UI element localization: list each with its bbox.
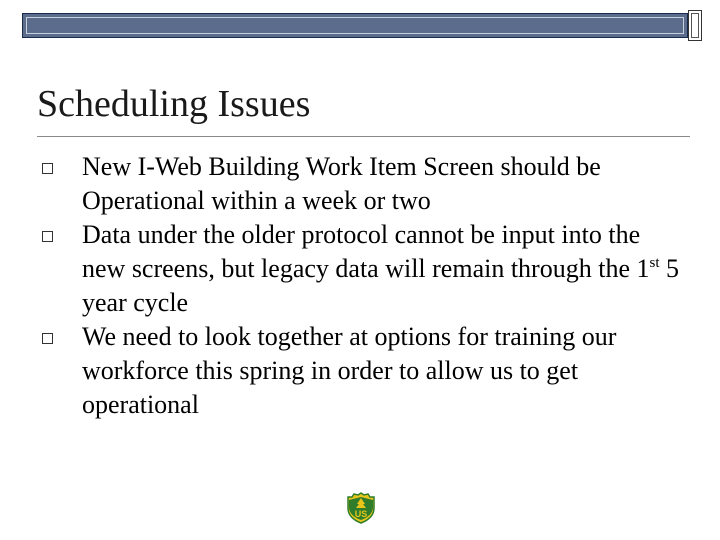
ordinal-superscript: st: [649, 255, 660, 271]
header-bar-inner: [26, 17, 684, 34]
title-divider: [37, 136, 690, 137]
bullet-text-part: Data under the older protocol cannot be input into the new screens, but legacy data will remain through the 1: [82, 220, 650, 283]
hollow-square-bullet-icon: [42, 231, 53, 242]
hollow-square-bullet-icon: [42, 163, 53, 174]
bullet-text: New I-Web Building Work Item Screen should be Operational within a week or two: [82, 152, 601, 215]
shield-letters: US: [354, 509, 368, 519]
bullet-list: [40, 150, 680, 422]
bullet-item: [40, 218, 680, 320]
corner-box-inner: [691, 13, 699, 38]
bullet-text: We need to look together at options for training our workforce this spring in order to allow us to get operational: [82, 322, 617, 419]
header-decoration-bar: [22, 13, 688, 38]
bullet-item: [40, 320, 680, 422]
bullet-text-part: 5 year cycle: [82, 254, 679, 317]
corner-decoration-box: [688, 10, 702, 41]
bullet-item: [40, 150, 680, 218]
hollow-square-bullet-icon: [42, 333, 53, 344]
slide-title: Scheduling Issues: [37, 83, 311, 125]
bullet-text: [82, 218, 680, 320]
forest-service-shield-icon: [346, 492, 376, 524]
